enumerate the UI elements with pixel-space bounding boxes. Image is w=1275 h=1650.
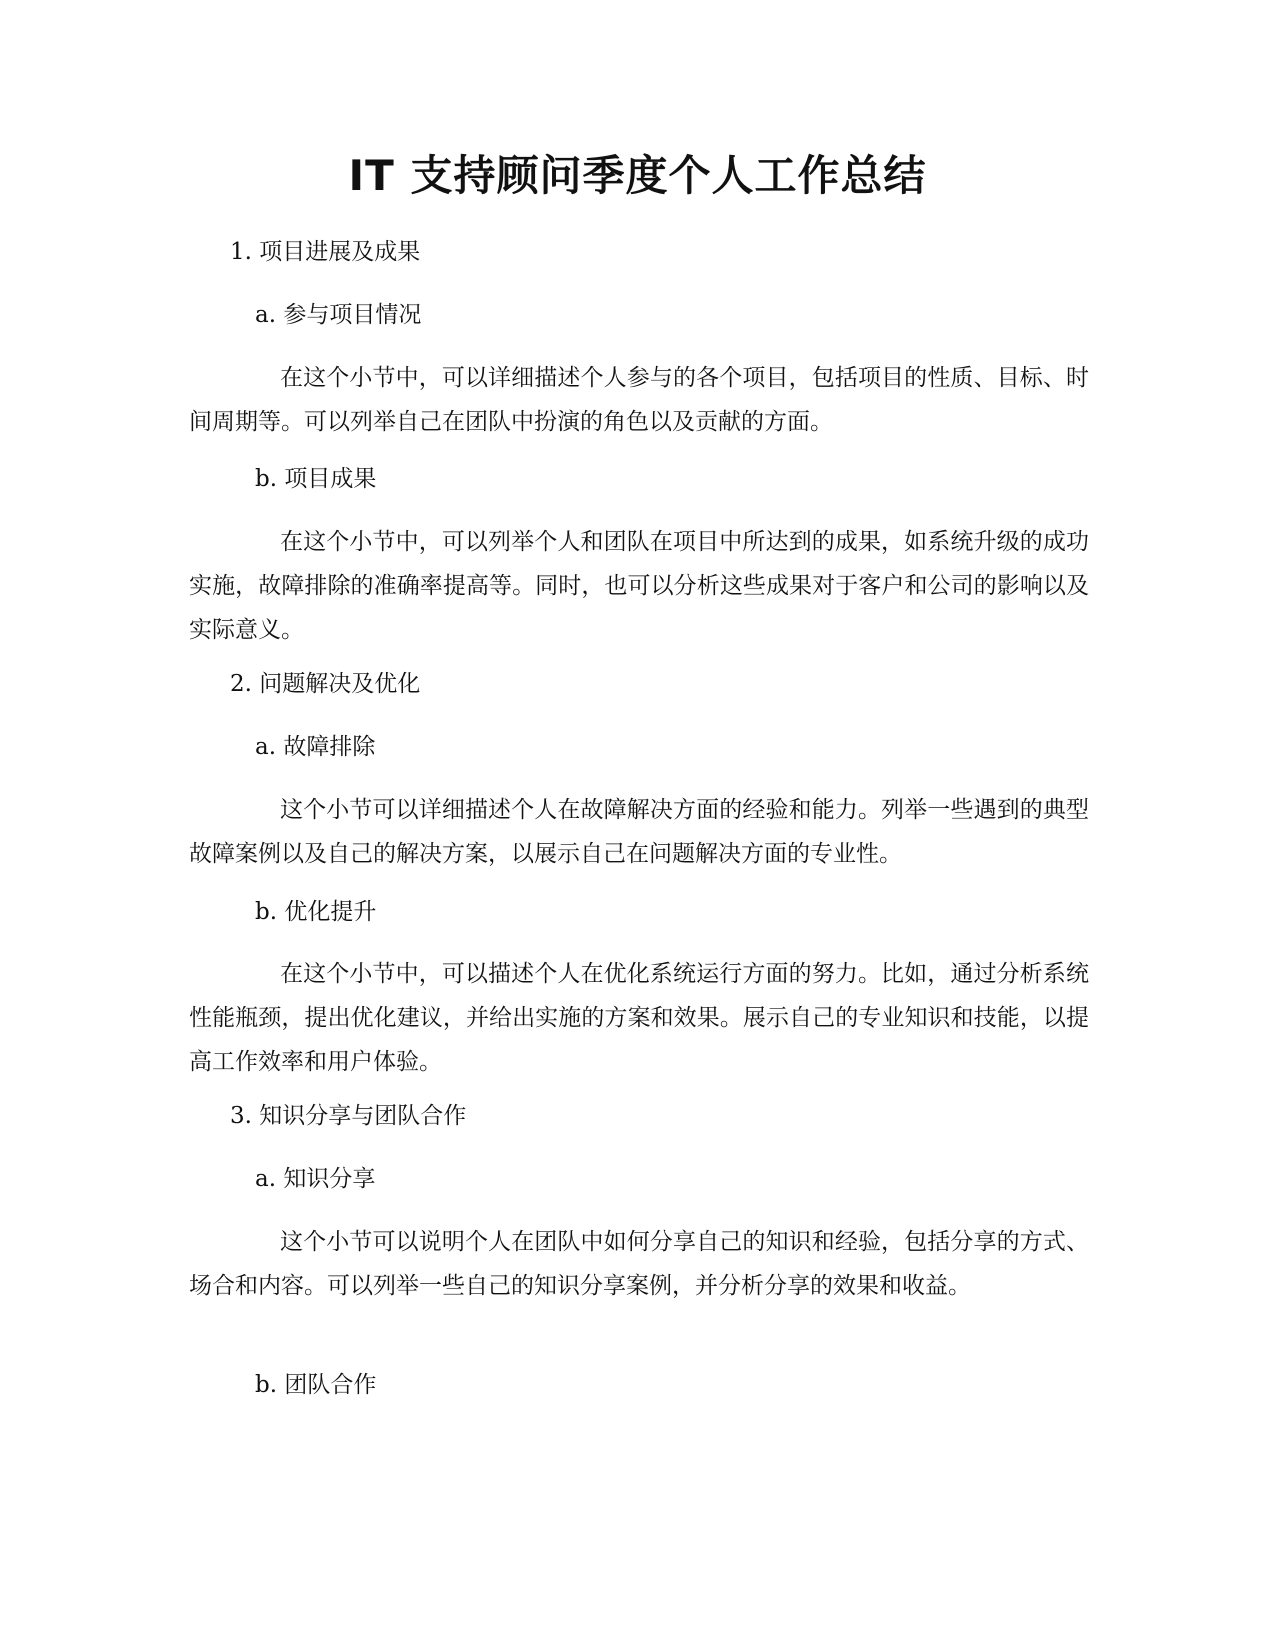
subsection-heading-3b: b. 团队合作: [255, 1372, 377, 1398]
subsection-heading-1b: b. 项目成果: [255, 466, 377, 492]
section-heading-3: 3. 知识分享与团队合作: [230, 1103, 467, 1129]
subsection-heading-2a: a. 故障排除: [255, 734, 376, 760]
paragraph-1a: 在这个小节中，可以详细描述个人参与的各个项目，包括项目的性质、目标、时间周期等。可以列举自己在团队中扮演的角色以及贡献的方面。: [189, 365, 1089, 435]
paragraph-1b: 在这个小节中，可以列举个人和团队在项目中所达到的成果，如系统升级的成功实施，故障排除的准确率提高等。同时，也可以分析这些成果对于客户和公司的影响以及实际意义。: [189, 529, 1089, 643]
subsection-heading-1a: a. 参与项目情况: [255, 302, 422, 328]
section-heading-1: 1. 项目进展及成果: [230, 239, 421, 265]
document-title: IT 支持顾问季度个人工作总结: [348, 151, 927, 200]
section-heading-2: 2. 问题解决及优化: [230, 671, 421, 697]
subsection-heading-2b: b. 优化提升: [255, 899, 377, 925]
subsection-heading-3a: a. 知识分享: [255, 1166, 376, 1192]
paragraph-2a: 这个小节可以详细描述个人在故障解决方面的经验和能力。列举一些遇到的典型故障案例以及自己的解决方案，以展示自己在问题解决方面的专业性。: [189, 797, 1089, 867]
paragraph-3a: 这个小节可以说明个人在团队中如何分享自己的知识和经验，包括分享的方式、场合和内容。可以列举一些自己的知识分享案例，并分析分享的效果和收益。: [189, 1229, 1089, 1299]
paragraph-2b: 在这个小节中，可以描述个人在优化系统运行方面的努力。比如，通过分析系统性能瓶颈，提出优化建议，并给出实施的方案和效果。展示自己的专业知识和技能，以提高工作效率和用户体验。: [189, 961, 1089, 1075]
